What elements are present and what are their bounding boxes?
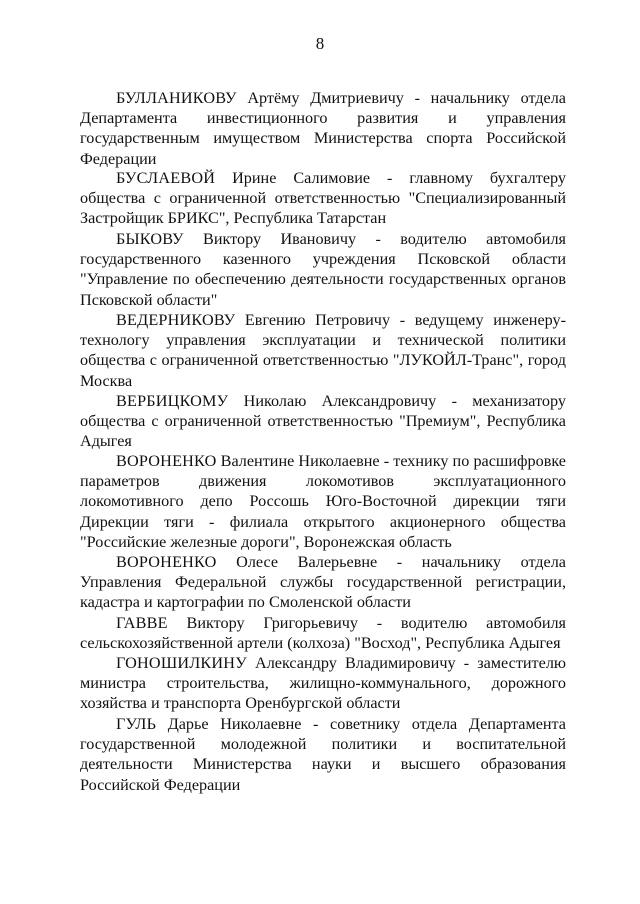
list-item	[80, 653, 566, 714]
entry-text: Евгению Петровичу - ведущему инженеру-технологу управления эксплуатации и технической политики общества с ограниченной ответственностью "ЛУКОЙЛ-Транс", город Москва	[80, 311, 566, 390]
entry-surname: ГАВВЕ	[116, 614, 168, 632]
entry-surname: ВЕРБИЦКОМУ	[116, 392, 229, 410]
list-item	[80, 613, 566, 653]
entry-surname: ВОРОНЕНКО	[116, 452, 217, 470]
entry-text: Валентине Николаевне - технику по расшифровке параметров движения локомотивов эксплуатационного локомотивного депо Россошь Юго-Восточной дирекции тяги Дирекции тяги - филиала открытого акционерного общества "Российские железные дороги", Воронежская область	[80, 452, 566, 551]
entry-surname: БЫКОВУ	[116, 230, 184, 248]
entry-text: Дарье Николаевне - советнику отдела Департамента государственной молодежной политики и воспитательной деятельности Министерства науки и высшего образования Российской Федерации	[80, 715, 566, 794]
list-item	[80, 451, 566, 552]
entry-text: Николаю Александровичу - механизатору общества с ограниченной ответственностью "Премиум", Республика Адыгея	[80, 392, 566, 451]
entry-text: Виктору Григорьевичу - водителю автомобиля сельскохозяйственной артели (колхоза) "Восход", Республика Адыгея	[80, 614, 566, 653]
page-number: 8	[315, 34, 325, 53]
list-item	[80, 229, 566, 310]
entry-text: Виктору Ивановичу - водителю автомобиля государственного казенного учреждения Псковской области "Управление по обеспечению деятельности государственных органов Псковской области"	[80, 230, 566, 309]
list-item	[80, 391, 566, 451]
award-list	[80, 88, 566, 795]
entry-surname: ВЕДЕРНИКОВУ	[116, 311, 236, 329]
list-item	[80, 714, 566, 795]
entry-surname: ГУЛЬ	[116, 715, 157, 733]
entry-surname: ВОРОНЕНКО	[116, 553, 217, 571]
entry-surname: БУЛЛАНИКОВУ	[116, 89, 237, 107]
list-item	[80, 168, 566, 229]
entry-surname: БУСЛАЕВОЙ	[116, 169, 216, 187]
list-item	[80, 552, 566, 613]
entry-text: Олесе Валерьевне - начальнику отдела Управления Федеральной службы государственной регистрации, кадастра и картографии по Смоленской области	[80, 553, 566, 612]
entry-text: Александру Владимировичу - заместителю министра строительства, жилищно-коммунального, дорожного хозяйства и транспорта Оренбургской области	[80, 654, 566, 713]
entry-surname: ГОНОШИЛКИНУ	[116, 654, 247, 672]
list-item	[80, 88, 566, 168]
entry-text: Артёму Дмитриевичу - начальнику отдела Департамента инвестиционного развития и управления государственным имуществом Министерства спорта Российской Федерации	[80, 89, 566, 168]
entry-text: Ирине Салимовие - главному бухгалтеру общества с ограниченной ответственностью "Специализированный Застройщик БРИКС", Республика Татарстан	[80, 169, 566, 228]
list-item	[80, 310, 566, 391]
